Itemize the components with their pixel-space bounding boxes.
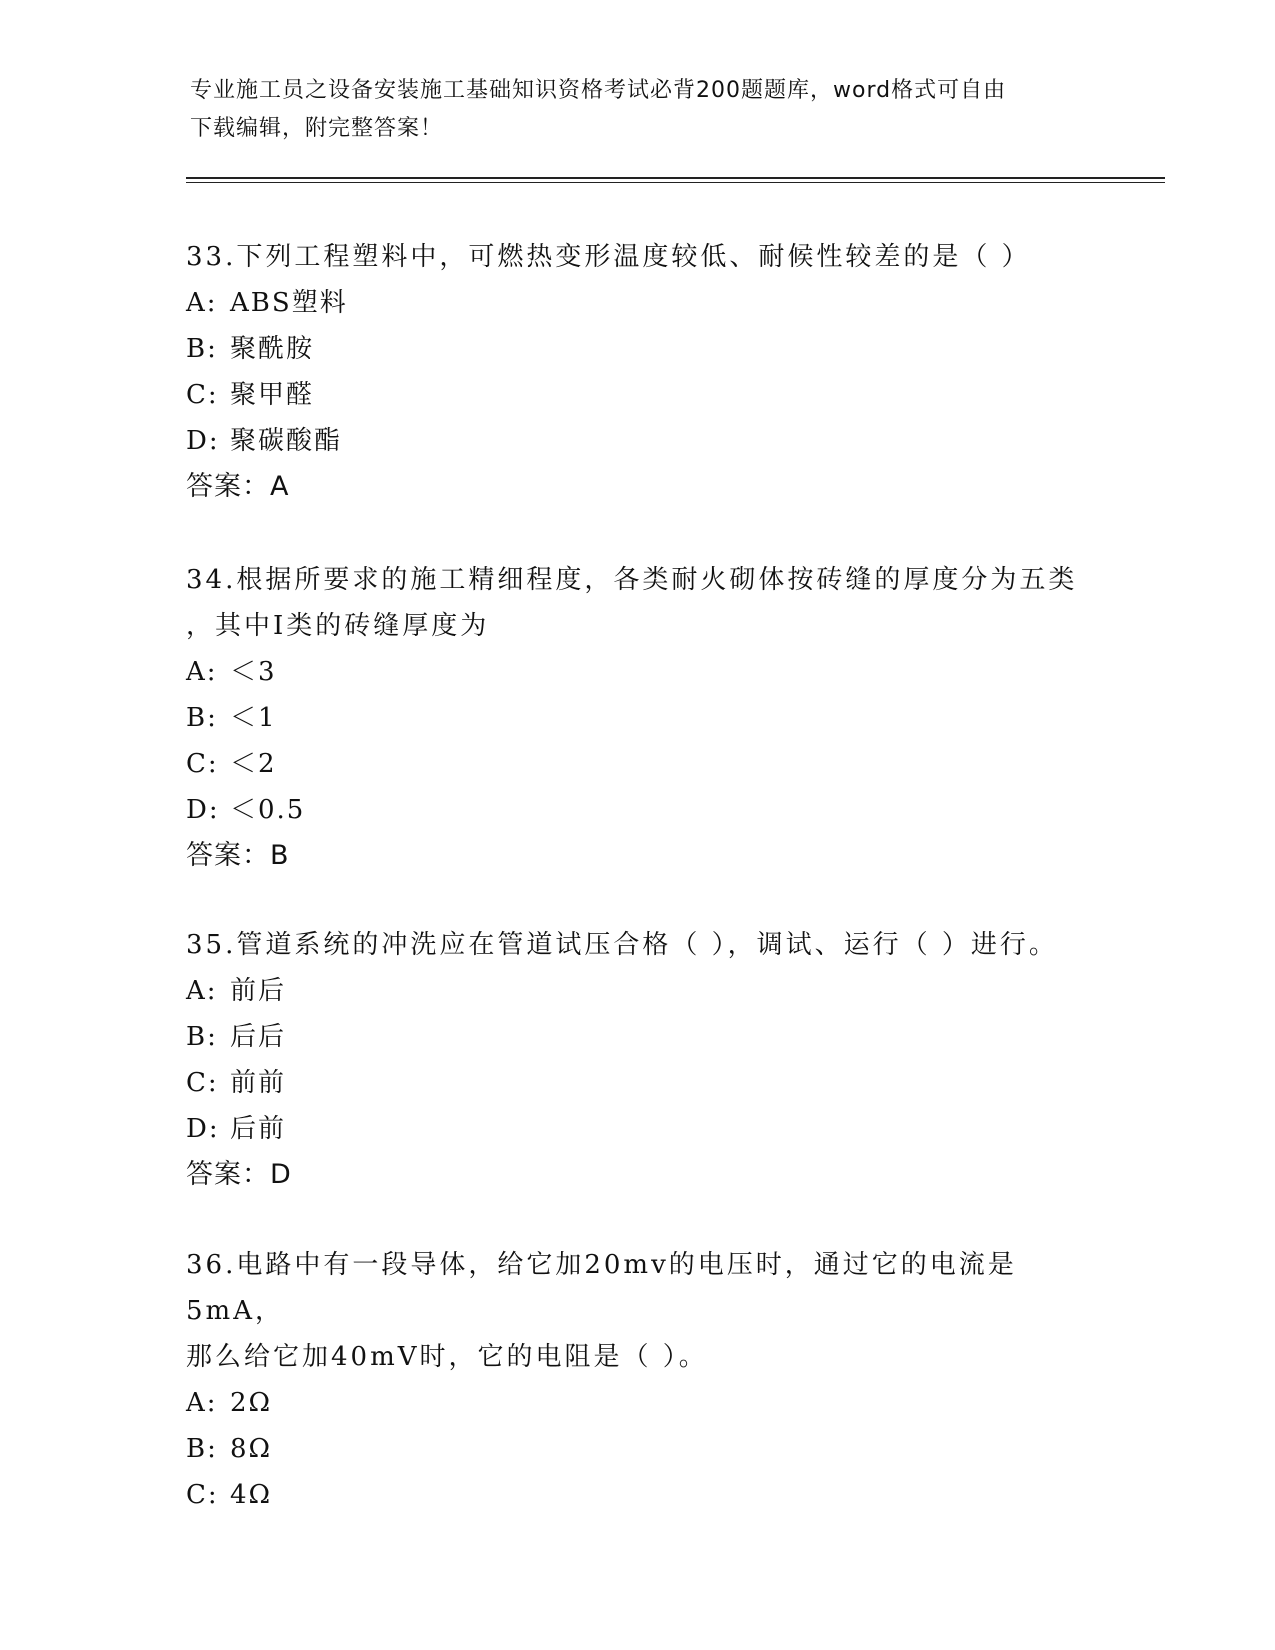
option-letter: B: <box>186 1022 218 1052</box>
option-d <box>186 1106 1086 1152</box>
option-text: ＜1 <box>230 703 277 733</box>
option-a <box>186 280 1086 326</box>
option-c <box>186 372 1086 418</box>
option-b <box>186 695 1086 741</box>
answer-line: 答案：A <box>186 471 290 502</box>
option-letter: C: <box>186 749 219 779</box>
option-text: ABS塑料 <box>230 288 348 318</box>
option-text: ＜2 <box>230 749 277 779</box>
question-35 <box>186 922 1086 1198</box>
option-d <box>186 787 1086 833</box>
question-stem: 33.下列工程塑料中，可燃热变形温度较低、耐候性较差的是（ ） <box>186 242 1031 272</box>
option-letter: B: <box>186 334 218 364</box>
option-letter: C: <box>186 380 219 410</box>
option-d <box>186 418 1086 464</box>
question-stem-line-2: ，其中Ⅰ类的砖缝厚度为 <box>186 611 490 641</box>
option-letter: C: <box>186 1480 219 1510</box>
option-letter: B: <box>186 703 218 733</box>
header-divider-top <box>186 177 1165 179</box>
option-text: 后前 <box>230 1114 287 1144</box>
option-text: 后后 <box>230 1022 287 1052</box>
option-text: 前前 <box>230 1068 287 1098</box>
question-36 <box>186 1242 1086 1518</box>
question-stem-line-1: 36.电路中有一段导体，给它加20mv的电压时，通过它的电流是5mA， <box>186 1250 1017 1326</box>
option-c <box>186 1472 1086 1518</box>
option-letter: A: <box>186 657 218 687</box>
option-b <box>186 326 1086 372</box>
option-text: 4Ω <box>230 1480 273 1510</box>
option-letter: D: <box>186 1114 220 1144</box>
question-34 <box>186 557 1086 879</box>
option-text: ＜0.5 <box>230 795 306 825</box>
option-letter: D: <box>186 795 220 825</box>
question-stem: 35.管道系统的冲洗应在管道试压合格（ ），调试、运行（ ）进行。 <box>186 930 1058 960</box>
header-line-2: 下载编辑，附完整答案！ <box>190 116 444 141</box>
option-b <box>186 1014 1086 1060</box>
option-a <box>186 1380 1086 1426</box>
option-text: 8Ω <box>230 1434 273 1464</box>
option-letter: C: <box>186 1068 219 1098</box>
answer-line: 答案：D <box>186 1159 292 1190</box>
option-a <box>186 649 1086 695</box>
option-text: 聚碳酸酯 <box>230 426 343 456</box>
option-text: 前后 <box>230 976 287 1006</box>
question-stem-line-1: 34.根据所要求的施工精细程度，各类耐火砌体按砖缝的厚度分为五类 <box>186 565 1078 595</box>
option-text: 聚酰胺 <box>230 334 315 364</box>
header-divider-bottom <box>186 182 1165 183</box>
option-letter: B: <box>186 1434 218 1464</box>
answer-line: 答案：B <box>186 840 290 871</box>
option-letter: A: <box>186 976 218 1006</box>
option-text: 聚甲醛 <box>230 380 315 410</box>
option-letter: A: <box>186 1388 218 1418</box>
header-line-1: 专业施工员之设备安装施工基础知识资格考试必背200题题库，word格式可自由 <box>190 78 1007 103</box>
option-letter: D: <box>186 426 220 456</box>
option-letter: A: <box>186 288 218 318</box>
document-header <box>190 72 1090 148</box>
option-text: 2Ω <box>230 1388 273 1418</box>
question-stem-line-2: 那么给它加40mV时，它的电阻是（ ）。 <box>186 1342 708 1372</box>
option-c <box>186 1060 1086 1106</box>
option-b <box>186 1426 1086 1472</box>
option-c <box>186 741 1086 787</box>
option-a <box>186 968 1086 1014</box>
question-33 <box>186 234 1086 510</box>
option-text: ＜3 <box>230 657 277 687</box>
